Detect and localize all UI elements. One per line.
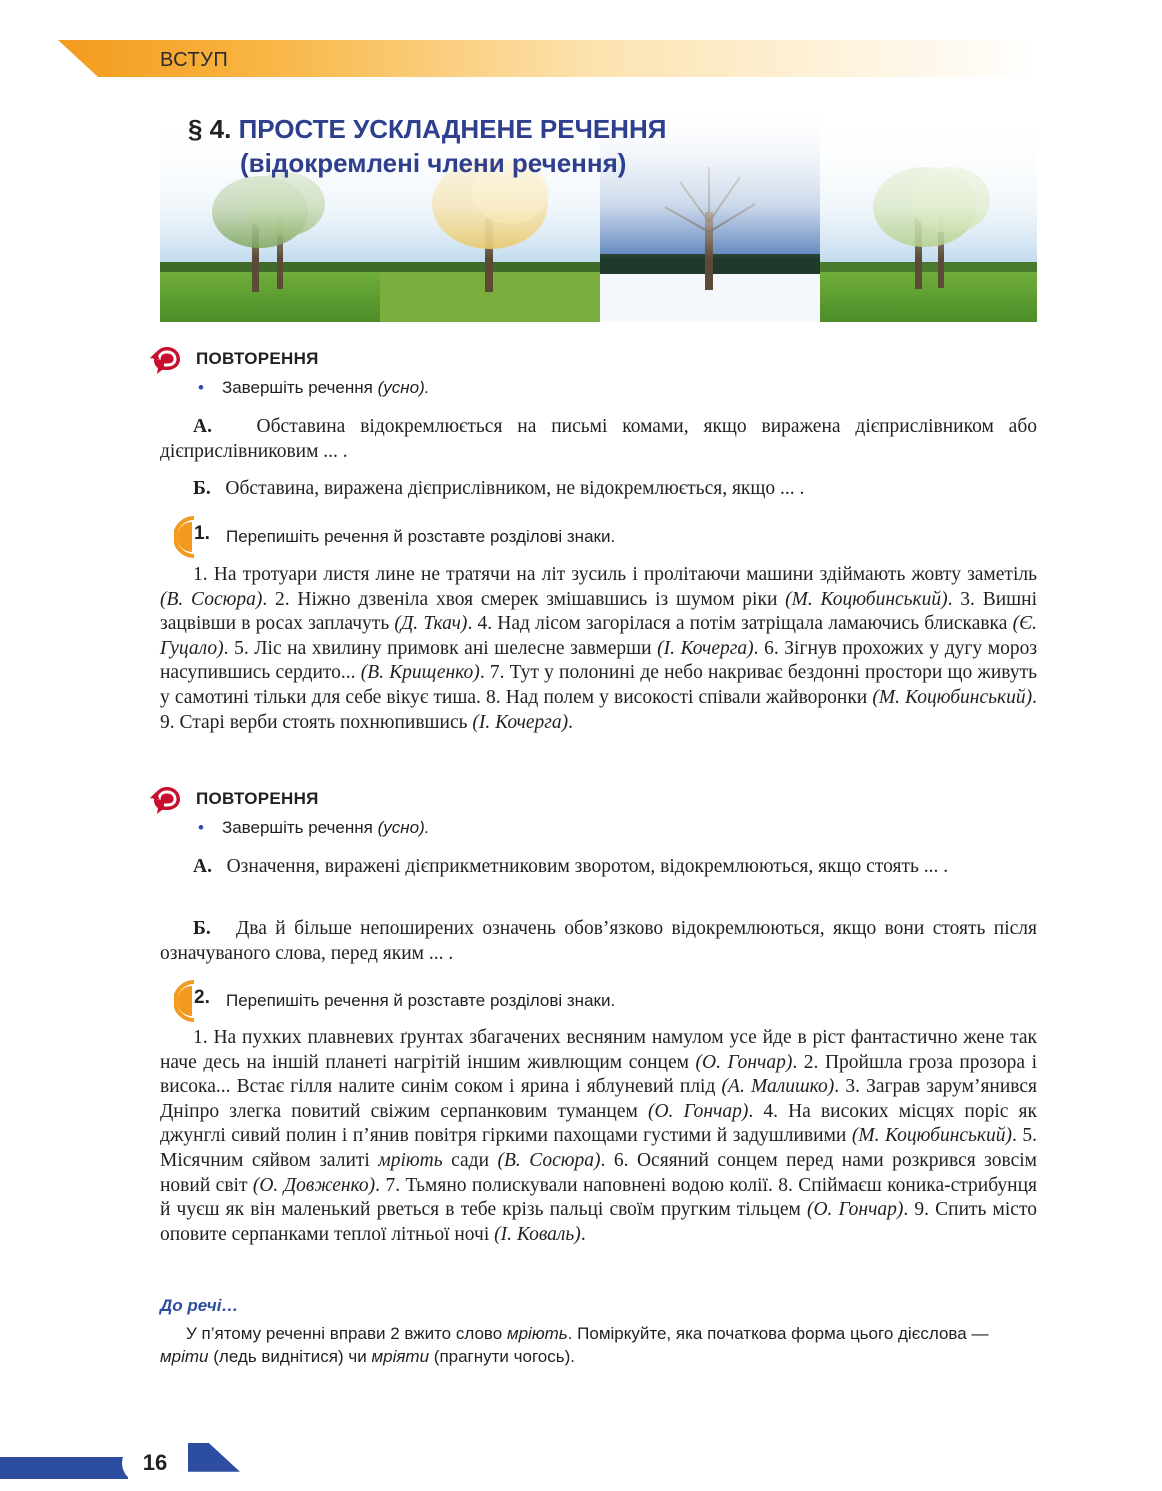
text-segment: . 2. Пройшла гроза прозора і висока... Встає гілля налите синім соком і ярина і яблуневий плід bbox=[160, 1051, 1037, 1098]
bullet-note: (усно). bbox=[377, 378, 430, 397]
review1-item-b bbox=[160, 476, 1037, 501]
italic-segment: (О. Гончар) bbox=[647, 1100, 749, 1122]
paragraph-number: § 4. bbox=[188, 114, 232, 144]
italic-segment: (В. Сосюра) bbox=[497, 1149, 601, 1171]
item-text: Означення, виражені дієприкметниковим зворотом, відокремлюються, якщо стоять ... . bbox=[226, 856, 949, 877]
text-segment: . 6. Зігнув прохожих у дугу мороз насупившись сердито... bbox=[160, 637, 1038, 684]
review-heading-2 bbox=[148, 784, 319, 814]
italic-segment: (І. Кочерга) bbox=[472, 711, 569, 733]
task1-sentences bbox=[160, 563, 1037, 735]
italic-segment: (Є. Гуцало) bbox=[160, 613, 1037, 659]
italic-segment: (І. Кочерга) bbox=[657, 637, 754, 659]
task-instruction: Перепишіть речення й розставте розділові знаки. bbox=[226, 991, 616, 1010]
review-title: ПОВТОРЕННЯ bbox=[196, 789, 319, 808]
text-segment: . bbox=[580, 1223, 586, 1245]
note-title: До речі… bbox=[160, 1296, 239, 1315]
italic-segment: мріяти bbox=[371, 1347, 430, 1366]
review2-item-b bbox=[160, 916, 1037, 966]
italic-segment: (І. Коваль) bbox=[494, 1223, 581, 1245]
repeat-icon bbox=[148, 784, 184, 814]
italic-segment: (В. Крищенко) bbox=[360, 662, 480, 684]
text-segment: . 2. Ніжно дзвеніла хвоя смерек змішавшись із шумом ріки bbox=[262, 588, 786, 610]
item-text: Два й більше непоширених означень обов’язково відокремлюються, якщо вони стоять після означуваного слова, перед яким ... . bbox=[160, 918, 1038, 964]
review2-item-a bbox=[160, 854, 1037, 879]
text-segment: сади bbox=[442, 1149, 498, 1171]
review-bullet-1 bbox=[198, 378, 429, 398]
footer-arrow-icon bbox=[188, 1443, 240, 1491]
bullet-dot-icon: • bbox=[198, 378, 204, 397]
text-segment: . 9. Старі верби стоять похнюпившись bbox=[160, 686, 1037, 733]
text-segment: . 4. На високих місцях поріс як джунглі сивий полин і п’янив повітря гіркими пахощами густими й задушливими bbox=[160, 1100, 1037, 1147]
repeat-icon bbox=[148, 344, 184, 374]
text-segment: (прагнути чогось). bbox=[429, 1347, 575, 1366]
item-text: Обставина відокремлюється на письмі комами, якщо виражена дієприслівником або дієприслівниковим ... . bbox=[160, 416, 1037, 462]
text-segment: . bbox=[568, 711, 574, 733]
note-text bbox=[160, 1322, 1037, 1368]
text-segment: 1. На тротуари листя лине не тратячи на літ зусиль і пролітаючи машини здіймають жовту заметіль bbox=[193, 564, 1037, 585]
page-number: 16 bbox=[122, 1443, 188, 1483]
review-title: ПОВТОРЕННЯ bbox=[196, 349, 319, 368]
item-label: Б. bbox=[193, 918, 211, 939]
task-number: 1. bbox=[194, 523, 210, 544]
footer-bar bbox=[0, 1457, 128, 1479]
paragraph-title bbox=[188, 112, 667, 178]
bullet-dot-icon: • bbox=[198, 818, 204, 837]
bullet-text: Завершіть речення bbox=[221, 818, 373, 837]
italic-segment: (А. Малишко) bbox=[721, 1076, 835, 1098]
text-segment: 1. На пухких плавневих ґрунтах збагачених весняним намулом усе йде в ріст фантастично жене так наче десь на іншій планеті нагрітій іншим живлющим сонцем bbox=[160, 1027, 1037, 1073]
task-number: 2. bbox=[194, 987, 210, 1008]
item-text: Обставина, виражена дієприслівником, не відокремлюється, якщо ... . bbox=[225, 478, 805, 499]
text-segment: . 5. Місячним сяйвом залиті bbox=[160, 1125, 1038, 1171]
item-label: А. bbox=[193, 856, 212, 877]
title-line-2: (відокремлені члени речення) bbox=[240, 148, 627, 178]
task-header-1 bbox=[174, 516, 615, 558]
italic-segment: (М. Коцюбинський) bbox=[785, 588, 948, 610]
task-number-badge bbox=[174, 516, 220, 558]
text-segment: . 5. Ліс на хвилину примовк ані шелесне завмерши bbox=[223, 637, 658, 659]
text-segment: . Поміркуйте, яка початкова форма цього дієслова — bbox=[567, 1324, 989, 1343]
task-instruction: Перепишіть речення й розставте розділові знаки. bbox=[226, 527, 616, 546]
text-segment: . 3. Заграв зарум’янився Дніпро злегка повитий свіжим серпанковим туманцем bbox=[160, 1076, 1038, 1122]
review-bullet-2 bbox=[198, 818, 429, 838]
text-segment: (ледь виднітися) чи bbox=[208, 1347, 372, 1366]
italic-segment: мріють bbox=[506, 1324, 568, 1343]
item-label: Б. bbox=[193, 478, 211, 499]
bullet-note: (усно). bbox=[377, 818, 430, 837]
text-segment: У п’ятому реченні вправи 2 вжито слово bbox=[186, 1324, 507, 1343]
italic-segment: (М. Коцюбинський) bbox=[851, 1125, 1013, 1147]
task2-sentences bbox=[160, 1026, 1037, 1247]
italic-segment: (В. Сосюра) bbox=[160, 588, 263, 610]
text-segment: . 7. Тут у полонині де небо накриває бездонні простори що живуть у самотині тільки для себе вікує тиша. 8. Над полем у високості співали жайворонки bbox=[160, 662, 1038, 708]
text-segment: . 4. Над лісом загорілася а потім затріщала ламаючись блискавка bbox=[467, 613, 1013, 635]
title-line-1: ПРОСТЕ УСКЛАДНЕНЕ РЕЧЕННЯ bbox=[238, 114, 667, 144]
task-header-2 bbox=[174, 980, 615, 1022]
italic-segment: мріти bbox=[160, 1347, 209, 1366]
italic-segment: (О. Гончар) bbox=[806, 1199, 904, 1221]
italic-segment: мріють bbox=[378, 1149, 443, 1171]
item-label: А. bbox=[193, 416, 212, 437]
text-segment: . 7. Тьмяно полискували наповнені водою колії. 8. Спіймаєш коника-стрибунця й чуєш як він маленький рветься в тебе крізь пальці своїм пругким тільцем bbox=[160, 1174, 1037, 1221]
italic-segment: (Д. Ткач) bbox=[394, 613, 468, 635]
italic-segment: (О. Гончар) bbox=[695, 1051, 793, 1073]
review1-item-a bbox=[160, 414, 1037, 464]
text-segment: . 9. Спить місто оповите серпанками теплої літньої ночі bbox=[160, 1199, 1037, 1245]
section-header-title: ВСТУП bbox=[160, 49, 229, 71]
text-segment: . 3. Вишні зацвівши в росах заплачуть bbox=[160, 588, 1038, 635]
review-heading-1 bbox=[148, 344, 319, 374]
bullet-text: Завершіть речення bbox=[221, 378, 373, 397]
task-number-badge bbox=[174, 980, 220, 1022]
italic-segment: (М. Коцюбинський) bbox=[872, 686, 1033, 708]
italic-segment: (О. Довженко) bbox=[252, 1174, 376, 1196]
text-segment: . 6. Осяяний сонцем перед нами розкрився зовсім новий світ bbox=[160, 1149, 1037, 1196]
